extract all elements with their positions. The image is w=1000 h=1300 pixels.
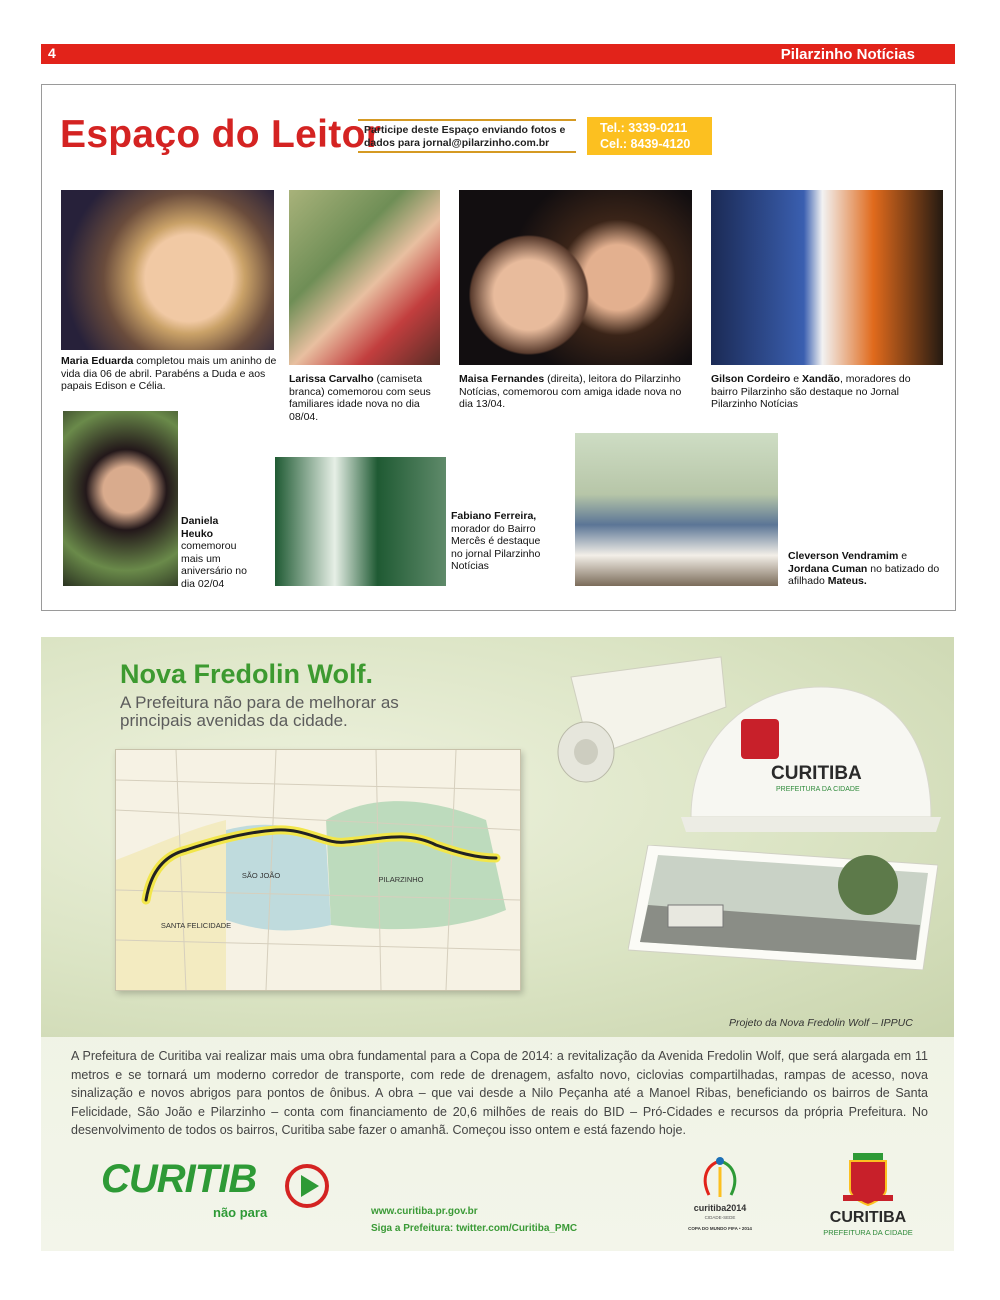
photo-larissa-carvalho <box>289 190 440 365</box>
city-crest-icon <box>813 1151 923 1207</box>
contact-links <box>371 1203 577 1237</box>
photo-maria-eduarda <box>61 190 274 350</box>
caption-daniela-heuko: Daniela Heuko comemorou mais um aniversário no dia 02/04 <box>181 515 247 590</box>
caption-fabiano-ferreira: Fabiano Ferreira, morador do Bairro Mercês é destaque no jornal Pilarzinho Notícias <box>451 510 541 572</box>
helmet-brand: CURITIBA <box>771 763 862 784</box>
label-sao-joao: SÃO JOÃO <box>241 871 281 880</box>
publication-name: Pilarzinho Notícias <box>780 46 915 63</box>
curitiba-nao-para-logo: CURITIB <box>101 1157 257 1201</box>
website-link[interactable]: www.curitiba.pr.gov.br <box>371 1206 478 1217</box>
section-title: Espaço do Leitor <box>60 113 382 156</box>
caption-maisa-fernandes: Maisa Fernandes (direita), leitora do Pilarzinho Notícias, comemorou com amiga idade nova no dia 13/04. <box>459 373 682 410</box>
cel-number: Cel.: 8439-4120 <box>600 137 691 151</box>
page-header-bar <box>41 44 955 64</box>
play-arrow-icon <box>284 1163 330 1209</box>
copa-2014-logo <box>681 1155 759 1237</box>
crest-name: CURITIBA <box>829 1209 907 1226</box>
ad-title: Nova Fredolin Wolf. <box>120 659 374 689</box>
twitter-link[interactable]: Siga a Prefeitura: twitter.com/Curitiba_PMC <box>371 1223 578 1234</box>
project-render-graphic <box>628 845 938 970</box>
copa-emblem-icon <box>681 1155 759 1201</box>
label-santa-felicidade: SANTA FELICIDADE <box>160 921 232 930</box>
participe-note: Participe deste Espaço enviando fotos e dados para jornal@pilarzinho.com.br <box>358 119 576 153</box>
helmet-sub: PREFEITURA DA CIDADE <box>776 786 860 793</box>
photo-maisa-fernandes <box>459 190 692 365</box>
map-graphic <box>116 750 520 990</box>
photo-batizado-mateus <box>575 433 778 586</box>
pilarzinho-area <box>326 801 506 929</box>
page-number: 4 <box>48 45 56 61</box>
fredolin-wolf-map <box>115 749 521 991</box>
logo-tagline: não para <box>213 1205 268 1220</box>
copa-name: curitiba2014 <box>693 1203 747 1213</box>
contact-box <box>587 117 712 155</box>
caption-maria-eduarda: Maria Eduarda completou mais um aninho de vida dia 06 de abril. Parabéns a Duda e aos papais Edison e Célia. <box>61 355 277 392</box>
photo-fabiano-ferreira <box>275 457 446 586</box>
caption-larissa-carvalho: Larissa Carvalho (camiseta branca) comemorou com seus familiares idade nova no dia 08/04. <box>289 373 431 423</box>
copa-cup: COPA DO MUNDO FIFA • 2014 <box>688 1226 752 1231</box>
tel-number: Tel.: 3339-0211 <box>600 121 688 135</box>
photo-gilson-xandao <box>711 190 943 365</box>
ad-subtitle: A Prefeitura não para de melhorar as principais avenidas da cidade. <box>120 693 399 730</box>
espaco-do-leitor-section <box>41 84 956 611</box>
prefeitura-crest-logo <box>813 1151 923 1241</box>
photo-daniela-heuko <box>63 411 178 586</box>
caption-gilson-xandao: Gilson Cordeiro e Xandão, moradores do bairro Pilarzinho são destaque no Jornal Pilarzinho Notícias <box>711 373 911 410</box>
crest-sub: PREFEITURA DA CIDADE <box>823 1228 913 1237</box>
label-pilarzinho: PILARZINHO <box>378 875 424 884</box>
map-caption: Projeto da Nova Fredolin Wolf – IPPUC <box>729 1017 913 1029</box>
copa-sub: CIDADE-SEDE <box>704 1215 736 1220</box>
ad-body-text: A Prefeitura de Curitiba vai realizar mais uma obra fundamental para a Copa de 2014: a revitalização da Avenida Fredolin Wolf, que será alargada em 11 metros e se tornará um moderno corredor de transporte, com rede de drenagem, asfalto novo, ciclovias compartilhadas, rampas de acesso, nova sinalização e novos abrigos para pontos de ônibus. A obra – que vai desde a Nilo Peçanha até a Manoel Ribas, beneficiando os bairros de Santa Felicidade, São João e Pilarzinho – conta com financiamento de 20,6 milhões de reais do BID – Pró-Cidades e recursos da própria Prefeitura. No desenvolvimento de todos os bairros, Curitiba sabe fazer o amanhã. Começou isso ontem e está fazendo hoje. <box>71 1049 928 1137</box>
prefeitura-advertisement <box>41 637 954 1251</box>
caption-batizado-mateus: Cleverson Vendramim e Jordana Cuman no batizado do afilhado Mateus. <box>788 550 940 587</box>
hard-hat-graphic <box>681 667 941 837</box>
